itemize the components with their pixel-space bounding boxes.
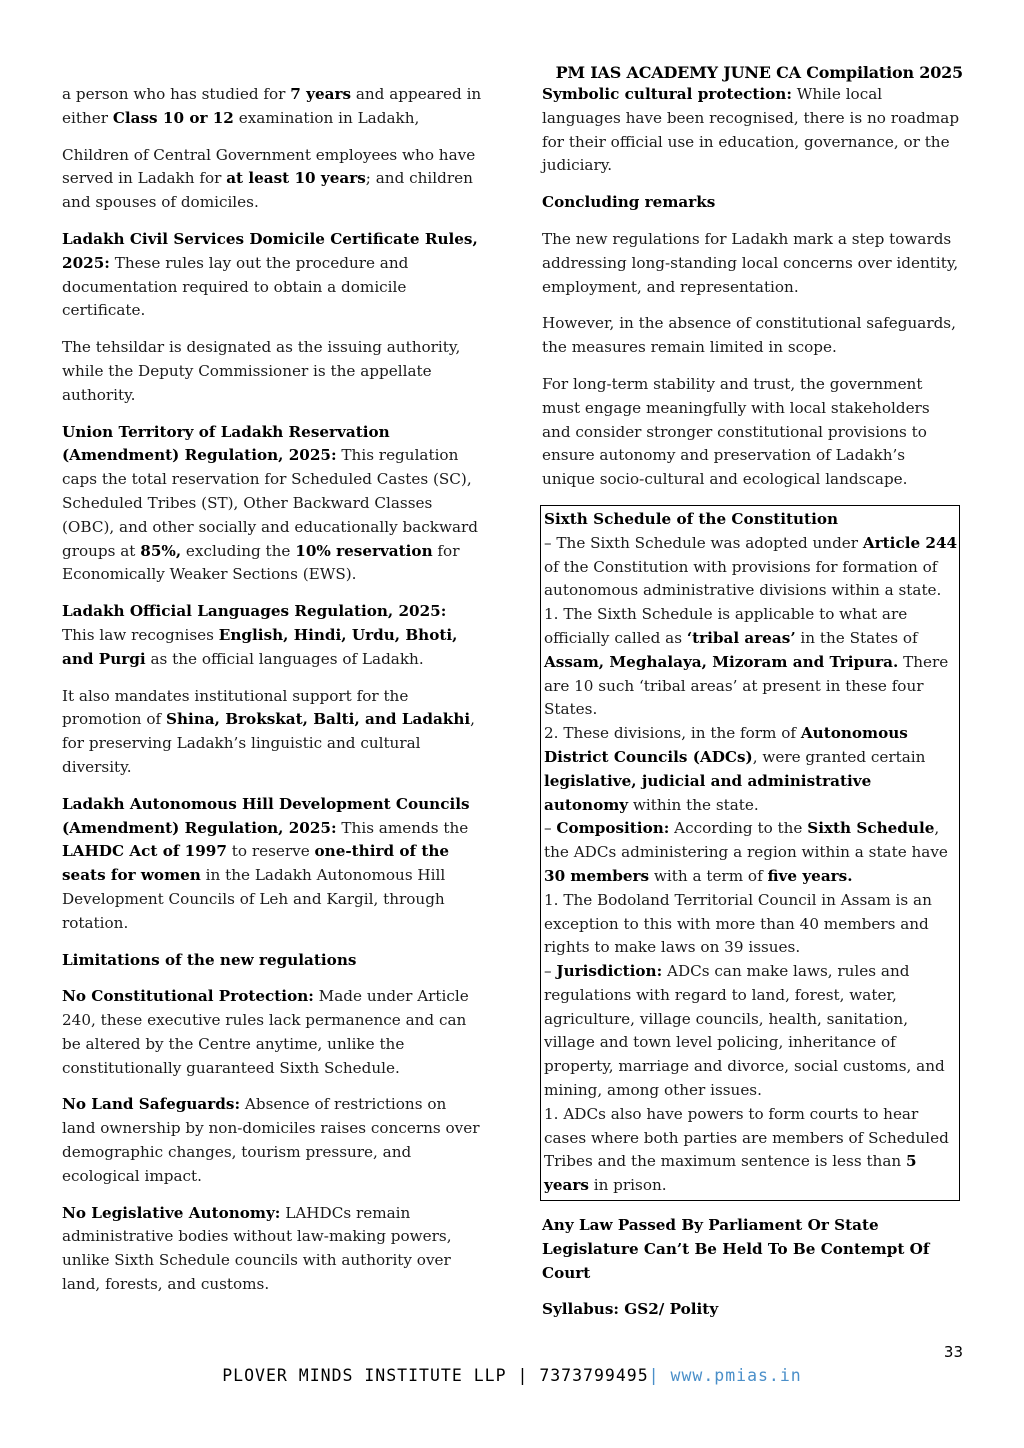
text: These rules lay out the procedure and documentation required to obtain a domicile certificate.	[62, 253, 409, 320]
paragraph-domicile-rules	[62, 228, 482, 323]
text: According to the	[669, 819, 808, 838]
sixth-schedule-box	[540, 505, 960, 1201]
text: within the state.	[628, 795, 759, 814]
bold-text: No Legislative Autonomy:	[62, 1203, 281, 1222]
bold-text: No Land Safeguards:	[62, 1095, 241, 1114]
page-number: 33	[943, 1343, 963, 1361]
text: –	[544, 819, 557, 838]
box-line	[544, 960, 959, 1103]
bold-text: Jurisdiction:	[556, 962, 663, 981]
paragraph-tehsildar	[62, 336, 482, 407]
paragraph-language-support	[62, 685, 482, 780]
text: with a term of	[649, 866, 768, 885]
bold-text: 7 years	[290, 85, 352, 103]
text: ; and children and spouses of domiciles.	[62, 169, 473, 212]
paragraph-no-constitutional-protection	[62, 985, 482, 1080]
bold-text: 5 years	[544, 1152, 917, 1195]
box-title: Sixth Schedule of the Constitution	[544, 509, 839, 528]
paragraph-conclusion-2	[542, 312, 962, 360]
bold-text: Shina, Brokskat, Balti, and Ladakhi	[165, 710, 471, 729]
text: as the official languages of Ladakh.	[145, 649, 424, 668]
page-header: PM IAS ACADEMY JUNE CA Compilation 2025	[555, 63, 963, 82]
bold-text: 10% reservation	[295, 541, 433, 560]
bold-text: ‘tribal areas’	[686, 628, 796, 647]
text: This law recognises	[62, 625, 219, 644]
text: a person who has studied for	[62, 85, 291, 103]
text: It also mandates institutional support for the promotion of	[62, 686, 409, 729]
paragraph-reservation	[62, 421, 482, 588]
paragraph-conclusion-3	[542, 373, 962, 492]
text: in the Ladakh Autonomous Hill Development Councils of Leh and Kargil, through rotation.	[62, 866, 446, 932]
text: for Economically Weaker Sections (EWS).	[62, 541, 460, 584]
bold-text: Assam, Meghalaya, Mizoram and Tripura.	[544, 652, 899, 671]
bold-text: LAHDC Act of 1997	[62, 842, 227, 861]
text: However, in the absence of constitutional safeguards, the measures remain limited in scope.	[542, 314, 956, 357]
text: in prison.	[588, 1176, 667, 1195]
article-title: Any Law Passed By Parliament Or State Legislature Can’t Be Held To Be Contempt Of Court	[542, 1216, 930, 1282]
paragraph-symbolic-protection	[542, 83, 962, 178]
bold-text: legislative, judicial and administrative autonomy	[544, 771, 872, 814]
section-heading-concluding: Concluding remarks	[542, 193, 716, 212]
page-footer	[0, 1366, 1024, 1385]
text: 1. ADCs also have powers to form courts to hear cases where both parties are members of Scheduled Tribes and the maximum sentence is less than	[544, 1104, 949, 1171]
left-column	[62, 83, 482, 1310]
bold-text: Autonomous District Councils (ADCs)	[544, 724, 908, 766]
text: Absence of restrictions on land ownership by non-domiciles raises concerns over demographic changes, tourism pressure, and ecological impact.	[62, 1095, 480, 1185]
box-line	[544, 603, 959, 722]
bold-text: 30 members	[544, 866, 650, 885]
text: –	[544, 962, 557, 981]
text: excluding the	[181, 541, 296, 560]
footer-separator: |	[648, 1366, 671, 1385]
text: For long-term stability and trust, the government must engage meaningfully with local stakeholders and consider stronger constitutional provisions to ensure autonomy and preservation of Ladakh’s unique socio-cultural and ecological landscape.	[542, 374, 930, 489]
paragraph-conclusion-1	[542, 228, 962, 299]
text: , for preserving Ladakh’s linguistic and cultural diversity.	[62, 710, 475, 776]
text: of the Constitution with provisions for formation of autonomous administrative divisions within a state.	[544, 557, 942, 600]
bold-text: Article 244	[862, 533, 958, 552]
bold-text: Sixth Schedule	[807, 819, 935, 838]
bold-text: Ladakh Autonomous Hill Development Councils (Amendment) Regulation, 2025:	[62, 794, 470, 837]
paragraph-no-legislative-autonomy	[62, 1202, 482, 1297]
bold-text: English, Hindi, Urdu, Bhoti, and Purgi	[62, 625, 458, 668]
bold-text: one-third of the seats for women	[62, 842, 450, 885]
text: and appeared in either	[62, 85, 482, 127]
footer-website-link[interactable]: www.pmias.in	[670, 1366, 802, 1385]
box-line	[544, 889, 959, 960]
right-column	[542, 83, 962, 1335]
text: LAHDCs remain administrative bodies without law-making powers, unlike Sixth Schedule councils with authority over land, forests, and customs.	[62, 1203, 452, 1294]
box-line	[544, 817, 959, 888]
bold-text: Symbolic cultural protection:	[542, 85, 792, 103]
text: The new regulations for Ladakh mark a step towards addressing long-standing local concerns over identity, employment, and representation.	[542, 229, 959, 296]
text: Made under Article 240, these executive rules lack permanence and can be altered by the Centre anytime, unlike the constitutionally guaranteed Sixth Schedule.	[62, 987, 469, 1077]
text: The tehsildar is designated as the issuing authority, while the Deputy Commissioner is the appellate authority.	[62, 338, 461, 404]
box-line	[544, 1103, 959, 1198]
footer-text: PLOVER MINDS INSTITUTE LLP | 7373799495	[222, 1366, 649, 1385]
text: This regulation caps the total reservation for Scheduled Castes (SC), Scheduled Tribes (ST), Other Backward Classes (OBC), and other socially and educationally backward groups at	[62, 446, 479, 560]
bold-text: five years.	[767, 866, 853, 885]
text: While local languages have been recognised, there is no roadmap for their official use in education, governance, or the judiciary.	[542, 85, 960, 175]
bold-text: No Constitutional Protection:	[62, 987, 314, 1006]
box-line	[544, 532, 959, 603]
box-line	[544, 722, 959, 817]
bold-text: Ladakh Civil Services Domicile Certificate Rules, 2025:	[62, 229, 478, 272]
section-heading-limitations: Limitations of the new regulations	[62, 950, 357, 969]
paragraph-lahdc	[62, 793, 482, 936]
text: This amends the	[336, 818, 469, 837]
syllabus-label: Syllabus: GS2/ Polity	[542, 1300, 719, 1319]
text: in the States of	[795, 628, 918, 647]
paragraph-languages	[62, 600, 482, 671]
paragraph-eligibility-children	[62, 144, 482, 215]
text: , the ADCs administering a region within a state have	[544, 819, 948, 862]
bold-text: Ladakh Official Languages Regulation, 2025:	[62, 602, 447, 621]
text: – The Sixth Schedule was adopted under	[544, 533, 863, 552]
bold-text: Composition:	[556, 819, 670, 838]
text: There are 10 such ‘tribal areas’ at present in these four States.	[544, 652, 949, 719]
bold-text: Union Territory of Ladakh Reservation (Amendment) Regulation, 2025:	[62, 422, 390, 465]
text: ADCs can make laws, rules and regulations with regard to land, forest, water, agriculture, village councils, health, sanitation, village and town level policing, inheritance of property, marriage and divorce, social customs, and mining, among other issues.	[544, 962, 945, 1100]
text: Children of Central Government employees who have served in Ladakh for	[62, 145, 476, 188]
bold-text: at least 10 years	[226, 169, 366, 188]
text: 1. The Bodoland Territorial Council in Assam is an exception to this with more than 40 members and rights to make laws on 39 issues.	[544, 890, 932, 957]
text: examination in Ladakh,	[233, 108, 420, 127]
paragraph-eligibility-study	[62, 83, 482, 131]
text: 1. The Sixth Schedule is applicable to what are officially called as	[544, 605, 908, 647]
paragraph-no-land-safeguards	[62, 1093, 482, 1188]
text: , were granted certain	[752, 747, 926, 766]
bold-text: Class 10 or 12	[112, 108, 234, 127]
text: 2. These divisions, in the form of	[544, 724, 801, 743]
bold-text: 85%,	[140, 541, 182, 560]
text: to reserve	[226, 842, 315, 861]
